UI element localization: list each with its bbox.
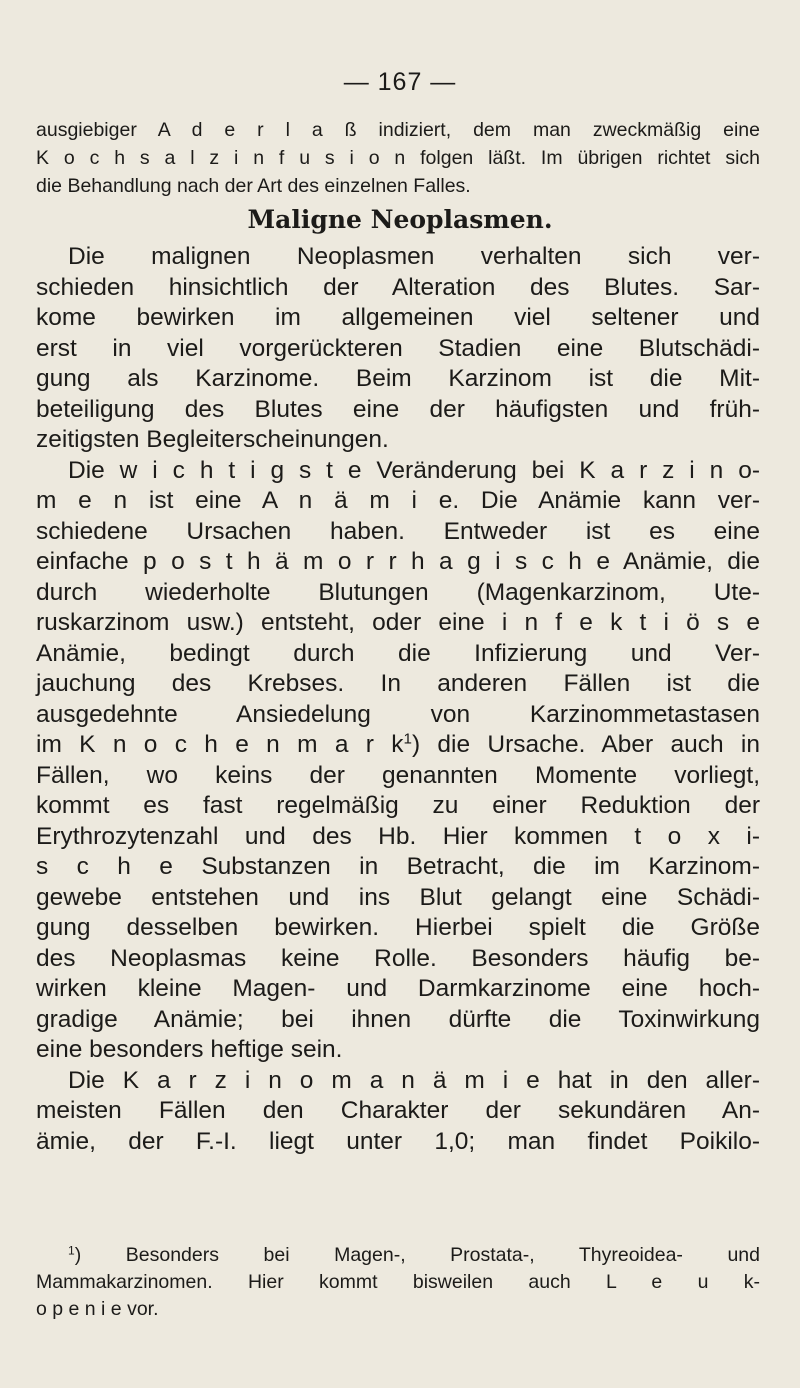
text-line: Fällen, wo keins der genannten Momente vorliegt, (36, 761, 760, 789)
text-line: erst in viel vorgerückteren Stadien eine Blutschädi- (36, 334, 760, 362)
text-segment: im K n o c h e n m a r k (36, 731, 404, 758)
footnote (36, 1242, 760, 1323)
footnote-line (36, 1242, 760, 1269)
text-line: kome bewirken im allgemeinen viel seltener und (36, 304, 760, 331)
text-line: gewebe entstehen und ins Blut gelangt eine Schädi- (36, 883, 760, 911)
text-line: meisten Fällen den Charakter der sekundären An- (36, 1097, 760, 1124)
text-line: gung als Karzinome. Beim Karzinom ist die Mit- (36, 365, 760, 392)
intro-paragraph (36, 116, 760, 200)
text-line: ausgiebiger A d e r l a ß indiziert, dem man zweckmäßig eine (36, 119, 760, 141)
text-line: Erythrozytenzahl und des Hb. Hier kommen t o x i- (36, 822, 760, 850)
footnote-line: o p e n i e vor. (36, 1298, 159, 1320)
text-line: schiedene Ursachen haben. Entweder ist es eine (36, 517, 760, 545)
text-line: ausgedehnte Ansiedelung von Karzinommetastasen (36, 700, 760, 728)
text-line: zeitigsten Begleiterscheinungen. (36, 426, 389, 453)
text-line: Die malignen Neoplasmen verhalten sich ver- (68, 243, 760, 270)
text-line: wirken kleine Magen- und Darmkarzinome eine hoch- (36, 975, 760, 1002)
text-line: die Behandlung nach der Art des einzelnen Falles. (36, 175, 471, 197)
text-line: jauchung des Krebses. In anderen Fällen ist die (36, 670, 760, 697)
body-text (36, 242, 760, 1157)
text-line-with-footnote (36, 730, 760, 761)
text-line: des Neoplasmas keine Rolle. Besonders häufig be- (36, 944, 760, 972)
text-line: ämie, der F.-I. liegt unter 1,0; man findet Poikilo- (36, 1127, 760, 1155)
text-segment: ) die Ursache. Aber auch in (411, 731, 760, 758)
text-line: ruskarzinom usw.) entsteht, oder eine i n f e k t i ö s e (36, 609, 760, 636)
text-line: Anämie, bedingt durch die Infizierung und Ver- (36, 639, 760, 667)
text-line: beteiligung des Blutes eine der häufigsten und früh- (36, 395, 760, 423)
text-line: einfache p o s t h ä m o r r h a g i s c h e Anämie, die (36, 548, 760, 575)
text-line: Die w i c h t i g s t e Veränderung bei K a r z i n o- (68, 456, 760, 484)
footnote-marker: 1 (68, 1243, 75, 1258)
page-number: — 167 — (343, 68, 457, 96)
footnote-line: Mammakarzinomen. Hier kommt bisweilen auch L e u k- (36, 1271, 760, 1293)
text-line: K o c h s a l z i n f u s i o n folgen läßt. Im übrigen richtet sich (36, 147, 760, 169)
text-line: gradige Anämie; bei ihnen dürfte die Toxinwirkung (36, 1005, 760, 1033)
text-line: gung desselben bewirken. Hierbei spielt die Größe (36, 914, 760, 941)
section-heading: Maligne Neoplasmen. (247, 205, 553, 234)
text-line: kommt es fast regelmäßig zu einer Reduktion der (36, 792, 760, 819)
text-line: Die K a r z i n o m a n ä m i e hat in den aller- (68, 1066, 760, 1094)
text-line: eine besonders heftige sein. (36, 1036, 343, 1063)
text-line: durch wiederholte Blutungen (Magenkarzinom, Ute- (36, 578, 760, 606)
footnote-marker[interactable]: 1 (403, 730, 412, 748)
text-line: m e n ist eine A n ä m i e. Die Anämie kann ver- (36, 487, 760, 514)
text-line: schieden hinsichtlich der Alteration des Blutes. Sar- (36, 273, 760, 301)
text-segment: ) Besonders bei Magen-, Prostata-, Thyreoidea- und (74, 1244, 760, 1266)
text-line: s c h e Substanzen in Betracht, die im Karzinom- (36, 853, 760, 880)
